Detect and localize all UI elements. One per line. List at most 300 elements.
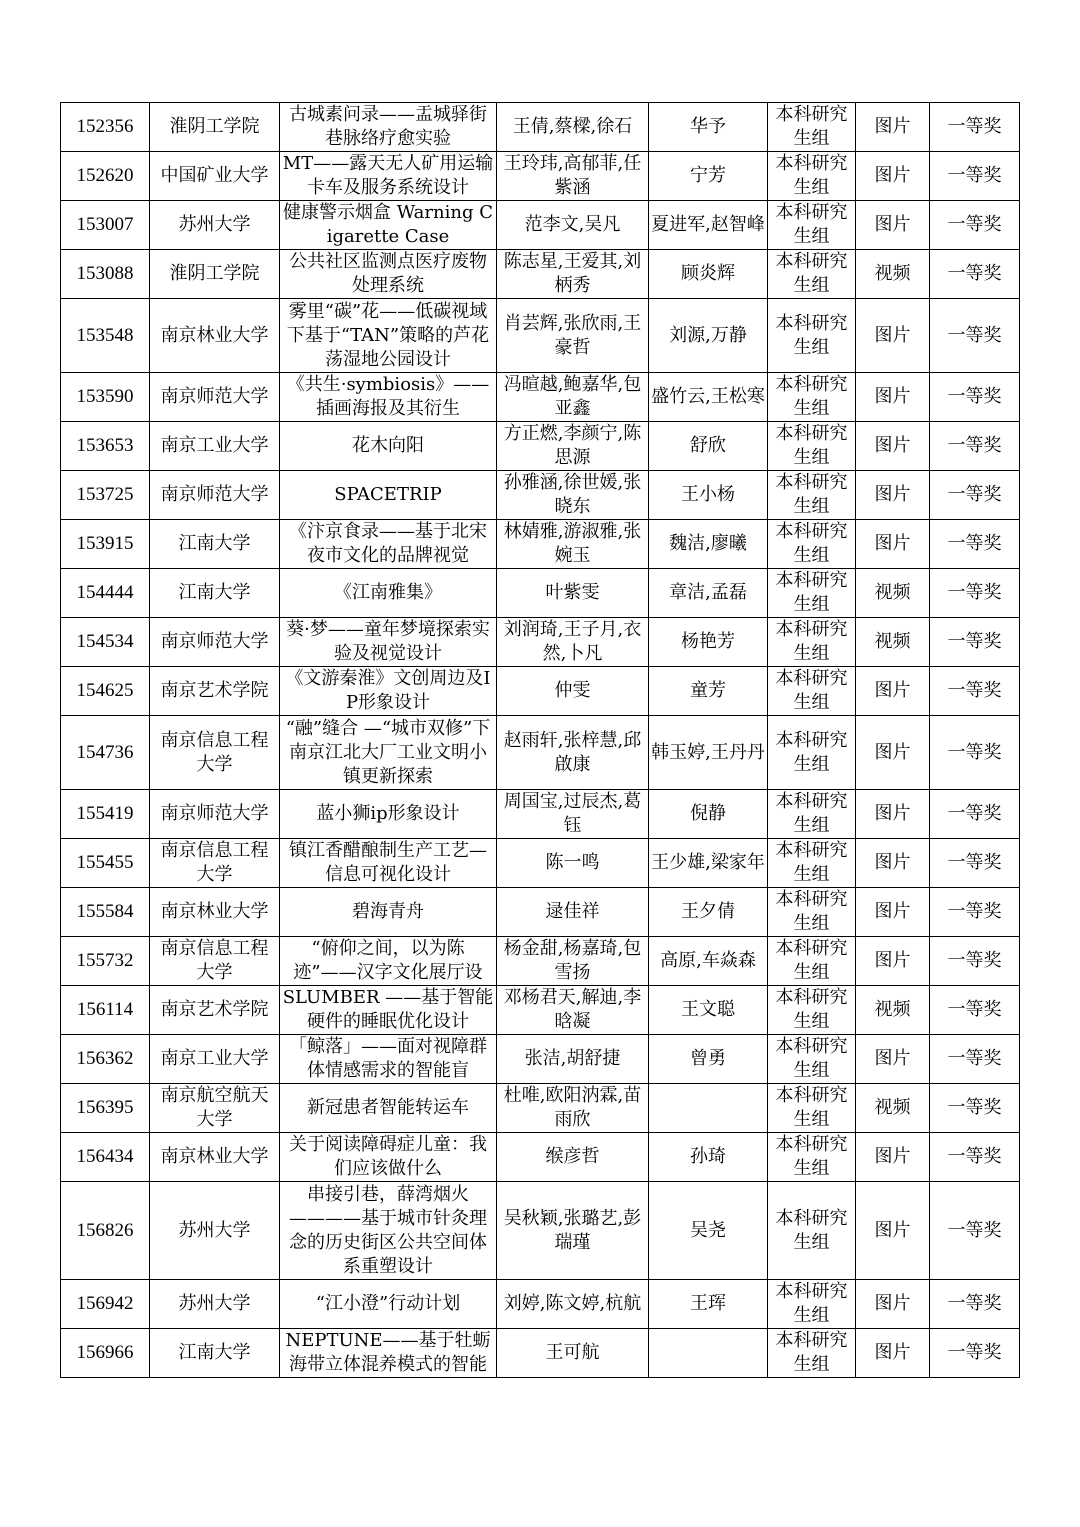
authors-text: 吴秋颖,张璐艺,彭瑞瑾 (503, 1207, 642, 1253)
award-id-cell (61, 520, 150, 569)
work-title-text: 公共社区监测点医疗废物处理系统 (289, 251, 487, 296)
award-id-text: 153653 (76, 435, 134, 456)
award-id-text: 153725 (76, 484, 134, 505)
group-text: 本科研究生组 (775, 570, 848, 615)
authors-cell (497, 520, 649, 569)
table-row (61, 716, 1020, 790)
work-type-text: 图片 (874, 435, 911, 456)
group-cell (768, 1035, 856, 1084)
group-text: 本科研究生组 (775, 153, 848, 198)
award-level-cell (930, 152, 1020, 201)
work-title-text: 串接引巷，薛湾烟火————基于城市针灸理念的历史街区公共空间体系重塑设计 (289, 1183, 487, 1277)
table-row (61, 986, 1020, 1035)
work-type-text: 图片 (874, 386, 911, 407)
award-level-text: 一等奖 (947, 1293, 1002, 1314)
school-cell (150, 299, 280, 373)
work-type-cell (856, 569, 930, 618)
work-title-text: “俯仰之间，以为陈迹”——汉字文化展厅设 (293, 938, 483, 983)
advisor-text: 章洁,孟磊 (669, 582, 747, 603)
group-text: 本科研究生组 (775, 889, 848, 934)
advisor-cell (649, 1280, 768, 1329)
work-type-text: 图片 (874, 1219, 911, 1241)
work-title-cell (280, 569, 497, 618)
authors-cell (497, 1280, 649, 1329)
work-title-cell (280, 1035, 497, 1084)
work-type-cell (856, 1182, 930, 1280)
award-level-text: 一等奖 (947, 1219, 1002, 1241)
group-cell (768, 250, 856, 299)
advisor-text: 高原,车焱森 (660, 950, 756, 971)
work-type-cell (856, 250, 930, 299)
work-title-text: 「鲸落」——面对视障群体情感需求的智能盲 (289, 1036, 487, 1081)
award-id-cell (61, 422, 150, 471)
group-cell (768, 201, 856, 250)
table-row (61, 152, 1020, 201)
authors-cell (497, 373, 649, 422)
work-title-cell (280, 1280, 497, 1329)
advisor-cell (649, 569, 768, 618)
advisor-cell (649, 667, 768, 716)
authors-text: 张洁,胡舒捷 (524, 1048, 621, 1069)
authors-text: 杨金甜,杨嘉琦,包雪扬 (503, 938, 642, 983)
advisor-cell (649, 152, 768, 201)
award-id-text: 153548 (76, 324, 134, 346)
award-level-text: 一等奖 (947, 631, 1002, 652)
authors-text: 王倩,蔡樑,徐石 (512, 116, 633, 137)
award-level-text: 一等奖 (947, 680, 1002, 701)
table-row (61, 839, 1020, 888)
work-title-cell (280, 790, 497, 839)
work-type-cell (856, 839, 930, 888)
authors-cell (497, 1084, 649, 1133)
authors-text: 肖芸辉,张欣雨,王豪哲 (503, 312, 642, 358)
work-title-cell (280, 201, 497, 250)
table-row (61, 1329, 1020, 1378)
advisor-text: 华予 (690, 116, 726, 137)
group-cell (768, 373, 856, 422)
award-id-cell (61, 569, 150, 618)
authors-text: 刘婷,陈文婷,杭航 (503, 1293, 642, 1314)
work-type-cell (856, 1035, 930, 1084)
group-cell (768, 471, 856, 520)
advisor-cell (649, 937, 768, 986)
school-text: 南京艺术学院 (160, 999, 269, 1020)
award-id-cell (61, 201, 150, 250)
group-text: 本科研究生组 (775, 729, 848, 775)
award-level-text: 一等奖 (947, 1097, 1002, 1118)
work-title-cell (280, 667, 497, 716)
award-id-cell (61, 1035, 150, 1084)
award-id-cell (61, 250, 150, 299)
advisor-cell (649, 1329, 768, 1378)
group-text: 本科研究生组 (775, 668, 848, 713)
award-level-cell (930, 1182, 1020, 1280)
work-type-text: 视频 (874, 999, 911, 1020)
work-type-cell (856, 790, 930, 839)
award-id-cell (61, 1182, 150, 1280)
award-level-text: 一等奖 (947, 1146, 1002, 1167)
work-title-cell (280, 937, 497, 986)
award-id-text: 153590 (76, 386, 134, 407)
award-id-cell (61, 152, 150, 201)
school-text: 南京师范大学 (160, 803, 269, 824)
school-text: 南京师范大学 (160, 386, 269, 407)
work-title-text: 镇江香醋酿制生产工艺—信息可视化设计 (289, 840, 487, 885)
work-type-cell (856, 201, 930, 250)
authors-text: 孙雅涵,徐世媛,张晓东 (503, 472, 642, 517)
advisor-cell (649, 839, 768, 888)
table-row (61, 103, 1020, 152)
award-level-cell (930, 520, 1020, 569)
school-cell (150, 1084, 280, 1133)
award-level-text: 一等奖 (947, 582, 1002, 603)
work-type-text: 视频 (874, 582, 911, 603)
work-type-text: 图片 (874, 324, 911, 346)
advisor-text: 曾勇 (690, 1048, 726, 1069)
authors-text: 杜唯,欧阳汭霖,苗雨欣 (503, 1085, 642, 1130)
award-id-cell (61, 667, 150, 716)
authors-cell (497, 422, 649, 471)
advisor-cell (649, 250, 768, 299)
work-type-text: 图片 (874, 1146, 911, 1167)
advisor-cell (649, 1133, 768, 1182)
authors-text: 陈一鸣 (545, 852, 600, 873)
school-text: 南京林业大学 (160, 324, 269, 346)
advisor-text: 吴尧 (690, 1219, 726, 1241)
table-row (61, 520, 1020, 569)
authors-text: 邓杨君天,解迪,李晗凝 (503, 987, 642, 1032)
award-level-cell (930, 986, 1020, 1035)
group-cell (768, 299, 856, 373)
award-level-cell (930, 937, 1020, 986)
award-level-cell (930, 1084, 1020, 1133)
advisor-cell (649, 888, 768, 937)
group-text: 本科研究生组 (775, 423, 848, 468)
group-text: 本科研究生组 (775, 374, 848, 419)
authors-text: 缑彦哲 (545, 1146, 600, 1167)
table-row (61, 471, 1020, 520)
advisor-cell (649, 986, 768, 1035)
group-text: 本科研究生组 (775, 472, 848, 517)
table-row (61, 250, 1020, 299)
group-cell (768, 520, 856, 569)
authors-text: 方正燃,李颜宁,陈思源 (503, 423, 642, 468)
work-title-text: 《文游秦淮》文创周边及IP形象设计 (285, 668, 491, 713)
advisor-text: 倪静 (690, 803, 726, 824)
school-text: 南京信息工程大学 (160, 840, 269, 885)
table-row (61, 937, 1020, 986)
advisor-text: 盛竹云,王松寒 (651, 386, 765, 407)
advisor-text: 王小杨 (681, 484, 735, 505)
advisor-cell (649, 471, 768, 520)
work-type-text: 图片 (874, 680, 911, 701)
table-row (61, 373, 1020, 422)
work-type-cell (856, 667, 930, 716)
group-text: 本科研究生组 (775, 202, 848, 247)
group-text: 本科研究生组 (775, 840, 848, 885)
work-type-cell (856, 520, 930, 569)
group-cell (768, 1329, 856, 1378)
work-type-cell (856, 1280, 930, 1329)
work-type-cell (856, 986, 930, 1035)
work-title-text: 花木向阳 (352, 435, 424, 456)
table-row (61, 667, 1020, 716)
authors-cell (497, 103, 649, 152)
work-title-cell (280, 471, 497, 520)
work-type-text: 图片 (874, 214, 911, 235)
group-cell (768, 1133, 856, 1182)
school-cell (150, 618, 280, 667)
award-id-cell (61, 888, 150, 937)
school-text: 淮阴工学院 (169, 263, 260, 284)
work-type-text: 图片 (874, 165, 911, 186)
authors-cell (497, 569, 649, 618)
work-title-text: 碧海青舟 (352, 901, 424, 922)
work-type-text: 图片 (874, 901, 911, 922)
work-type-cell (856, 152, 930, 201)
work-title-cell (280, 152, 497, 201)
group-cell (768, 839, 856, 888)
work-type-cell (856, 103, 930, 152)
award-level-text: 一等奖 (947, 484, 1002, 505)
work-title-cell (280, 520, 497, 569)
award-level-text: 一等奖 (947, 533, 1002, 554)
school-text: 南京师范大学 (160, 484, 269, 505)
award-id-text: 156826 (76, 1219, 134, 1241)
school-cell (150, 986, 280, 1035)
award-id-text: 154444 (76, 582, 134, 603)
work-type-cell (856, 888, 930, 937)
group-cell (768, 937, 856, 986)
work-type-cell (856, 1133, 930, 1182)
school-cell (150, 790, 280, 839)
award-id-cell (61, 618, 150, 667)
work-type-cell (856, 422, 930, 471)
school-cell (150, 667, 280, 716)
award-level-text: 一等奖 (947, 214, 1002, 235)
award-id-cell (61, 937, 150, 986)
award-id-text: 156942 (76, 1293, 134, 1314)
school-cell (150, 569, 280, 618)
work-title-cell (280, 1329, 497, 1378)
authors-text: 周国宝,过辰杰,葛钰 (503, 791, 642, 836)
award-id-cell (61, 103, 150, 152)
award-level-text: 一等奖 (947, 950, 1002, 971)
table-row (61, 201, 1020, 250)
group-text: 本科研究生组 (775, 938, 848, 983)
award-id-text: 154534 (76, 631, 134, 652)
work-type-text: 图片 (874, 1293, 911, 1314)
school-cell (150, 716, 280, 790)
work-type-text: 图片 (874, 116, 911, 137)
work-title-cell (280, 103, 497, 152)
group-cell (768, 422, 856, 471)
advisor-cell (649, 790, 768, 839)
school-text: 江南大学 (178, 582, 251, 603)
award-id-text: 155584 (76, 901, 134, 922)
award-level-text: 一等奖 (947, 741, 1002, 763)
award-level-cell (930, 790, 1020, 839)
school-cell (150, 373, 280, 422)
award-id-text: 156362 (76, 1048, 134, 1069)
group-text: 本科研究生组 (775, 312, 848, 358)
work-title-cell (280, 250, 497, 299)
award-id-cell (61, 986, 150, 1035)
work-title-text: SLUMBER ——基于智能硬件的睡眠优化设计 (282, 987, 494, 1032)
award-level-cell (930, 1280, 1020, 1329)
advisor-text: 魏洁,廖曦 (669, 533, 747, 554)
advisor-text: 韩玉婷,王丹丹 (651, 741, 765, 763)
work-title-text: “融”缝合 —“城市双修”下南京江北大厂工业文明小镇更新探索 (285, 717, 491, 787)
school-text: 苏州大学 (178, 214, 251, 235)
work-title-cell (280, 888, 497, 937)
advisor-cell (649, 716, 768, 790)
award-id-cell (61, 1329, 150, 1378)
award-level-text: 一等奖 (947, 116, 1002, 137)
award-level-text: 一等奖 (947, 901, 1002, 922)
work-type-text: 视频 (874, 1097, 911, 1118)
group-text: 本科研究生组 (775, 619, 848, 664)
work-type-text: 图片 (874, 803, 911, 824)
award-id-text: 152620 (76, 165, 134, 186)
award-id-text: 156395 (76, 1097, 134, 1118)
table-row (61, 299, 1020, 373)
advisor-cell (649, 1182, 768, 1280)
school-cell (150, 152, 280, 201)
award-id-cell (61, 1133, 150, 1182)
award-id-cell (61, 839, 150, 888)
work-type-cell (856, 1084, 930, 1133)
advisor-cell (649, 373, 768, 422)
work-type-cell (856, 471, 930, 520)
authors-text: 林婧雅,游淑雅,张婉玉 (503, 521, 642, 566)
work-title-cell (280, 1133, 497, 1182)
work-title-cell (280, 716, 497, 790)
authors-cell (497, 250, 649, 299)
work-title-cell (280, 1084, 497, 1133)
authors-cell (497, 937, 649, 986)
work-type-cell (856, 373, 930, 422)
work-title-text: 雾里“碳”花——低碳视域下基于“TAN”策略的芦花荡湿地公园设计 (286, 300, 490, 370)
group-text: 本科研究生组 (775, 1207, 848, 1253)
school-cell (150, 1035, 280, 1084)
school-text: 中国矿业大学 (160, 165, 269, 186)
authors-cell (497, 667, 649, 716)
school-cell (150, 250, 280, 299)
school-text: 苏州大学 (178, 1293, 251, 1314)
table-row (61, 618, 1020, 667)
award-id-text: 153088 (76, 263, 134, 284)
table-row (61, 569, 1020, 618)
work-type-cell (856, 299, 930, 373)
award-level-text: 一等奖 (947, 1048, 1002, 1069)
advisor-text: 刘源,万静 (669, 324, 747, 346)
advisor-cell (649, 422, 768, 471)
work-type-cell (856, 937, 930, 986)
award-id-text: 153915 (76, 533, 134, 554)
awards-table-body (61, 103, 1020, 1378)
authors-text: 冯暄越,鲍嘉华,包亚鑫 (503, 374, 642, 419)
work-title-text: SPACETRIP (334, 484, 442, 505)
school-text: 南京艺术学院 (160, 680, 269, 701)
work-title-text: MT——露天无人矿用运输卡车及服务系统设计 (282, 153, 494, 198)
school-text: 南京信息工程大学 (160, 938, 269, 983)
award-level-cell (930, 667, 1020, 716)
group-text: 本科研究生组 (775, 791, 848, 836)
award-level-text: 一等奖 (947, 999, 1002, 1020)
award-level-cell (930, 373, 1020, 422)
work-type-text: 图片 (874, 950, 911, 971)
work-title-cell (280, 299, 497, 373)
work-type-text: 视频 (874, 263, 911, 284)
work-type-text: 图片 (874, 1048, 911, 1069)
work-title-text: 蓝小狮ip形象设计 (316, 803, 460, 824)
group-cell (768, 152, 856, 201)
award-level-cell (930, 1133, 1020, 1182)
school-cell (150, 471, 280, 520)
award-id-text: 156966 (76, 1342, 134, 1363)
school-text: 江南大学 (178, 1342, 251, 1363)
group-cell (768, 569, 856, 618)
authors-cell (497, 839, 649, 888)
group-text: 本科研究生组 (775, 1281, 848, 1326)
award-id-text: 156434 (76, 1146, 134, 1167)
school-cell (150, 201, 280, 250)
advisor-cell (649, 1084, 768, 1133)
award-id-cell (61, 373, 150, 422)
group-text: 本科研究生组 (775, 1036, 848, 1081)
work-type-text: 图片 (874, 852, 911, 873)
authors-text: 王可航 (545, 1342, 600, 1363)
authors-cell (497, 618, 649, 667)
advisor-text: 王少雄,梁家年 (651, 852, 765, 873)
authors-text: 王玲玮,高郁菲,任紫涵 (503, 153, 642, 198)
advisor-cell (649, 299, 768, 373)
authors-text: 仲雯 (554, 680, 591, 701)
group-cell (768, 1084, 856, 1133)
award-id-text: 155419 (76, 803, 134, 824)
authors-cell (497, 1035, 649, 1084)
award-level-cell (930, 716, 1020, 790)
school-cell (150, 1133, 280, 1182)
school-cell (150, 839, 280, 888)
school-text: 南京工业大学 (160, 1048, 269, 1069)
school-cell (150, 1280, 280, 1329)
advisor-cell (649, 618, 768, 667)
table-row (61, 1084, 1020, 1133)
authors-cell (497, 986, 649, 1035)
advisor-cell (649, 1035, 768, 1084)
advisor-cell (649, 103, 768, 152)
authors-cell (497, 1329, 649, 1378)
award-level-cell (930, 201, 1020, 250)
work-title-text: 古城素问录——盂城驿街巷脉络疗愈实验 (289, 104, 487, 149)
work-type-cell (856, 716, 930, 790)
authors-cell (497, 299, 649, 373)
school-cell (150, 103, 280, 152)
work-title-cell (280, 618, 497, 667)
group-cell (768, 716, 856, 790)
school-text: 南京航空航天大学 (160, 1085, 269, 1130)
group-text: 本科研究生组 (775, 1330, 848, 1375)
table-row (61, 888, 1020, 937)
authors-text: 叶紫雯 (545, 582, 600, 603)
award-level-text: 一等奖 (947, 852, 1002, 873)
award-id-text: 154736 (76, 741, 134, 763)
school-cell (150, 520, 280, 569)
school-text: 南京信息工程大学 (160, 729, 269, 775)
group-text: 本科研究生组 (775, 104, 848, 149)
